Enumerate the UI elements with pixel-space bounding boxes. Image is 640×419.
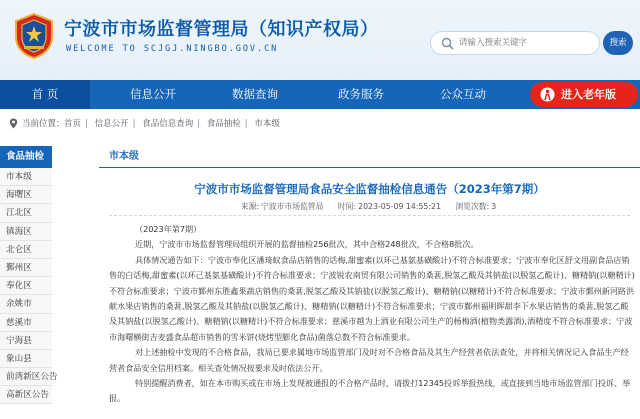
article-paragraph: （2023年第7期） xyxy=(135,224,202,234)
sidebar-item[interactable]: 余姚市 xyxy=(0,295,52,313)
sidebar-item[interactable]: 江北区 xyxy=(0,204,52,222)
main-content xyxy=(99,146,640,419)
sidebar-item[interactable]: 前湾新区公告 xyxy=(0,368,52,386)
article-paragraph: 具体情况通告如下：宁波市奉化区潘琦蚁食品店销售的话梅,甜蜜素(以环己基氨基磺酸计)不符合标准要求；宁波市奉化区舒文用副食品店销售的白话梅,甜蜜素(以环己基氨基磺酸计)不符合标准要求；宁波锐农南贸有限公司销售的桑葚,脱氢乙酸及其钠盐(以脱氢乙酸计)、糖精钠(以糖精计)不符合标准要求；宁波市鄞州东胜鑫果蔬店销售的桑葚,脱氢乙酸及其钠盐(以脱氢乙酸计)、糖精钠(以糖精计)不符合标准要求；宁波市鄞州新河路洪献水果店销售的桑葚,脱氢乙酸及其钠盐(以脱氢乙酸计)、糖精钠(以糖精计)不符合标准要求；宁波市鄞州福明晖甜李下水果店销售的桑葚,脱氢乙酸及其钠盐(以脱氢乙酸计)、糖精钠(以糖精计)不符合标准要求；慈溪市越为上酒业有限公司生产的杨梅酒(植物类露酒),酒精度不符合标准要求；宁波市海曙横街吉麦盛食品超市销售的雪米饼(烧烤型膨化食品)菌落总数不符合标准要求。 xyxy=(109,254,635,342)
article-meta xyxy=(99,201,640,212)
meta-source: 宁波市市场监管局 xyxy=(261,202,324,211)
meta-time: 2023-05-09 14:55:21 xyxy=(358,202,441,211)
breadcrumb-link-city-level[interactable]: 市本级 xyxy=(254,119,280,129)
sidebar-item[interactable]: 象山县 xyxy=(0,350,52,368)
breadcrumb-link-home[interactable]: 首页 xyxy=(64,119,82,129)
location-icon xyxy=(8,118,19,129)
article-paragraph: 对上述抽检中发现的不合格食品，我局已要求属地市场监管部门及时对不合格食品及其生产经营者依法查处，并将相关情况记入食品生产经营者食品安全信用档案。相关查处情况按要求及时依法公开。 xyxy=(109,347,629,373)
breadcrumb-link-info[interactable]: 信息公开 xyxy=(94,119,129,129)
content-tab-bar xyxy=(99,146,640,168)
nav-item-data-query[interactable]: 数据查询 xyxy=(232,87,278,101)
nav-item-info-disclosure[interactable]: 信息公开 xyxy=(130,87,176,101)
tab-city-level[interactable]: 市本级 xyxy=(109,151,139,162)
meta-time-label: 时间: xyxy=(337,202,357,211)
breadcrumb-link-food-query[interactable]: 食品信息查询 xyxy=(142,119,194,129)
meta-source-label: 来源: xyxy=(240,202,260,211)
nav-item-home[interactable]: 首 页 xyxy=(0,80,90,109)
breadcrumb-trail: 首页 | 信息公开 | 食品信息查询 | 食品抽检 | 市本级 xyxy=(64,119,280,129)
search-box[interactable] xyxy=(430,31,600,55)
search-input[interactable] xyxy=(459,35,589,51)
site-title: 宁波市市场监督管理局（知识产权局） xyxy=(64,19,379,40)
nav-item-interaction[interactable]: 公众互动 xyxy=(440,87,486,101)
sidebar-item[interactable]: 市本级 xyxy=(0,168,52,186)
article-body xyxy=(109,222,635,407)
sidebar-item[interactable]: 北仑区 xyxy=(0,241,52,259)
title-divider xyxy=(109,215,630,216)
elder-mode-label: 进入老年版 xyxy=(561,88,616,101)
sidebar xyxy=(0,146,58,419)
sidebar-item[interactable]: 鄞州区 xyxy=(0,259,52,277)
sidebar-item[interactable]: 慈溪市 xyxy=(0,314,52,332)
article-title: 宁波市市场监督管理局食品安全监督抽检信息通告（2023年第7期） xyxy=(194,182,545,196)
sidebar-item[interactable]: 奉化区 xyxy=(0,277,52,295)
emblem-icon xyxy=(12,13,56,59)
breadcrumb-label: 当前位置： xyxy=(22,119,65,129)
meta-views-label: 浏览次数: xyxy=(455,202,490,211)
breadcrumb-link-food-sampling[interactable]: 食品抽检 xyxy=(206,119,241,129)
site-subtitle: WELCOME TO SCJGJ.NINGBO.GOV.CN xyxy=(66,44,279,54)
sidebar-item[interactable]: 宁海县 xyxy=(0,332,52,350)
nav-item-gov-service[interactable]: 政务服务 xyxy=(338,87,384,101)
article-paragraph: 近期，宁波市市场监督管理局组织开展的监督抽检256批次，其中合格248批次，不合格8批次。 xyxy=(135,239,479,250)
search-button[interactable]: 搜索 xyxy=(603,31,633,55)
elder-mode-icon xyxy=(540,87,555,102)
sidebar-item[interactable]: 镇海区 xyxy=(0,223,52,241)
sidebar-title: 食品抽检 xyxy=(0,146,52,168)
site-header xyxy=(0,0,640,80)
elder-mode-button[interactable] xyxy=(530,82,638,107)
sidebar-item[interactable]: 高新区公告 xyxy=(0,386,52,404)
article-paragraph: 特别提醒消费者，如在本市购买或在市场上发现被通报的不合格产品时，请拨打12345投诉举报热线，或直接到当地市场监管部门投诉、举报。 xyxy=(109,378,631,404)
sidebar-item[interactable]: 海曙区 xyxy=(0,186,52,204)
search-icon xyxy=(441,37,454,50)
meta-views: 3 xyxy=(491,202,497,211)
breadcrumb xyxy=(0,116,640,132)
